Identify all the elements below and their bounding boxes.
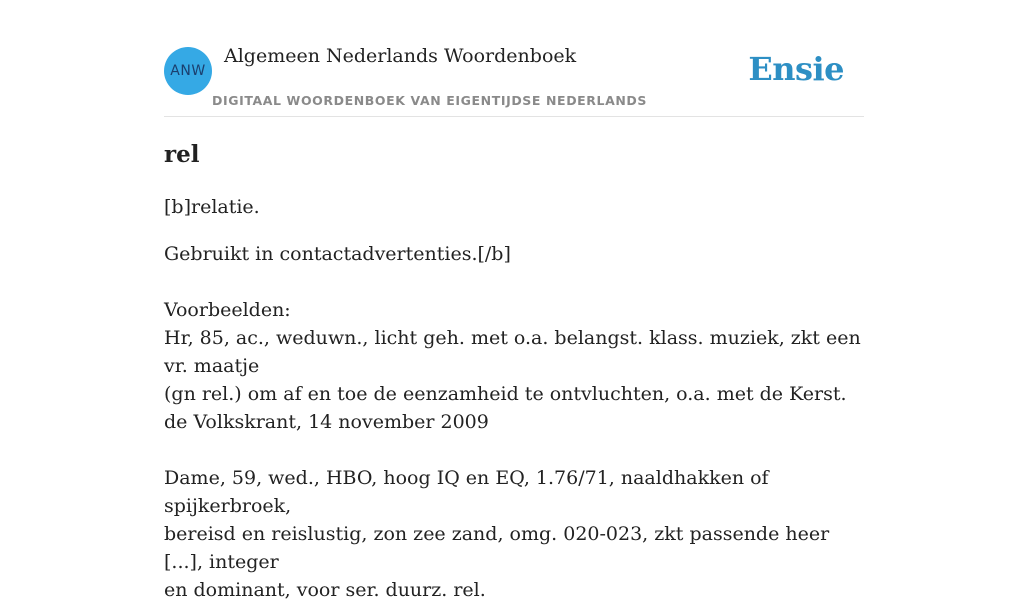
- entry-usage-note: Gebruikt in contactadvertenties.[/b]: [164, 243, 511, 265]
- site-title-link[interactable]: Algemeen Nederlands Woordenboek: [224, 45, 577, 67]
- example-2-line-3: en dominant, voor ser. duurz. rel.: [164, 579, 486, 601]
- anw-logo[interactable]: [164, 47, 212, 95]
- entry-definition: [b]relatie.: [164, 196, 260, 218]
- example-2-line-2: bereisd en reislustig, zon zee zand, omg. 020-023, zkt passende heer [...], integer: [164, 523, 830, 573]
- ensie-brand-link[interactable]: Ensie: [748, 50, 844, 88]
- site-subtitle: DIGITAAL WOORDENBOEK VAN EIGENTIJDSE NEDERLANDS: [212, 93, 648, 108]
- anw-logo-text: ANW: [170, 63, 206, 79]
- page-container: [164, 0, 864, 601]
- example-1-source: de Volkskrant, 14 november 2009: [164, 411, 489, 433]
- site-header: [164, 0, 864, 117]
- entry-headword: rel: [164, 141, 200, 168]
- example-1-line-2: (gn rel.) om af en toe de eenzamheid te ontvluchten, o.a. met de Kerst.: [164, 383, 847, 405]
- dictionary-entry: [164, 140, 864, 604]
- example-2-line-1: Dame, 59, wed., HBO, hoog IQ en EQ, 1.76/71, naaldhakken of spijkerbroek,: [164, 467, 769, 517]
- examples-label: Voorbeelden:: [164, 299, 291, 321]
- example-1-line-1: Hr, 85, ac., weduwn., licht geh. met o.a. belangst. klass. muziek, zkt een vr. maatje: [164, 327, 861, 377]
